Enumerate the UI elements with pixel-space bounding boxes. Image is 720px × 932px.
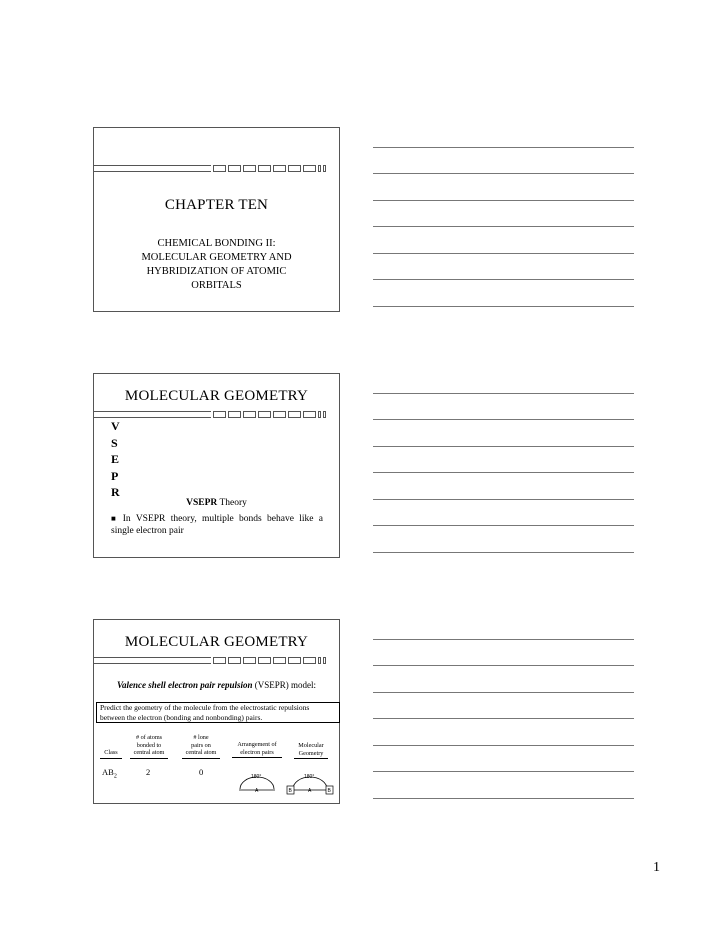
row-lone-pairs: 0	[199, 767, 204, 777]
vsepr-acronym: V S E P R	[111, 419, 120, 499]
atom-label: A	[255, 788, 259, 794]
slide-title: MOLECULAR GEOMETRY	[124, 388, 309, 404]
boxed-statement: Predict the geometry of the molecule from the electrostatic repulsions between the electron (bonding and nonbonding) pairs.	[96, 702, 340, 723]
geometry-diagrams	[237, 772, 337, 796]
col-class: Class	[100, 749, 122, 759]
slide-title: MOLECULAR GEOMETRY	[124, 634, 309, 650]
slide-decoration	[94, 410, 326, 419]
angle-label: 180°	[251, 774, 262, 780]
col-atoms: # of atoms bonded to central atom	[130, 734, 168, 759]
col-lone-pairs: # lone pairs on central atom	[182, 734, 220, 759]
atom-label: A	[308, 788, 312, 794]
notes-lines	[373, 0, 634, 932]
model-heading: Valence shell electron pair repulsion (VSEPR) model:	[116, 680, 317, 690]
theory-heading: VSEPR Theory	[186, 498, 247, 508]
atom-label: B	[327, 788, 331, 794]
row-class: $AB_2$	[102, 767, 117, 780]
col-arrangement: Arrangement of electron pairs	[232, 741, 282, 758]
slide-subtitle: CHEMICAL BONDING II: MOLECULAR GEOMETRY AND HYBRIDIZATION OF ATOMIC ORBITALS	[141, 238, 292, 291]
slide-decoration	[94, 656, 326, 665]
slide-3	[93, 619, 340, 804]
slide-decoration	[94, 164, 326, 173]
atom-label: B	[288, 788, 292, 794]
angle-label: 180°	[304, 774, 315, 780]
slide-1	[93, 127, 340, 312]
col-geometry: Molecular Geometry	[294, 742, 328, 759]
row-atoms: 2	[146, 767, 151, 777]
slide-2	[93, 373, 340, 558]
bullet-icon: ■	[111, 514, 119, 523]
slide-title: CHAPTER TEN	[164, 197, 269, 213]
page-number: 1	[653, 860, 660, 875]
bullet-item: ■ In VSEPR theory, multiple bonds behave like a single electron pair	[111, 514, 323, 536]
